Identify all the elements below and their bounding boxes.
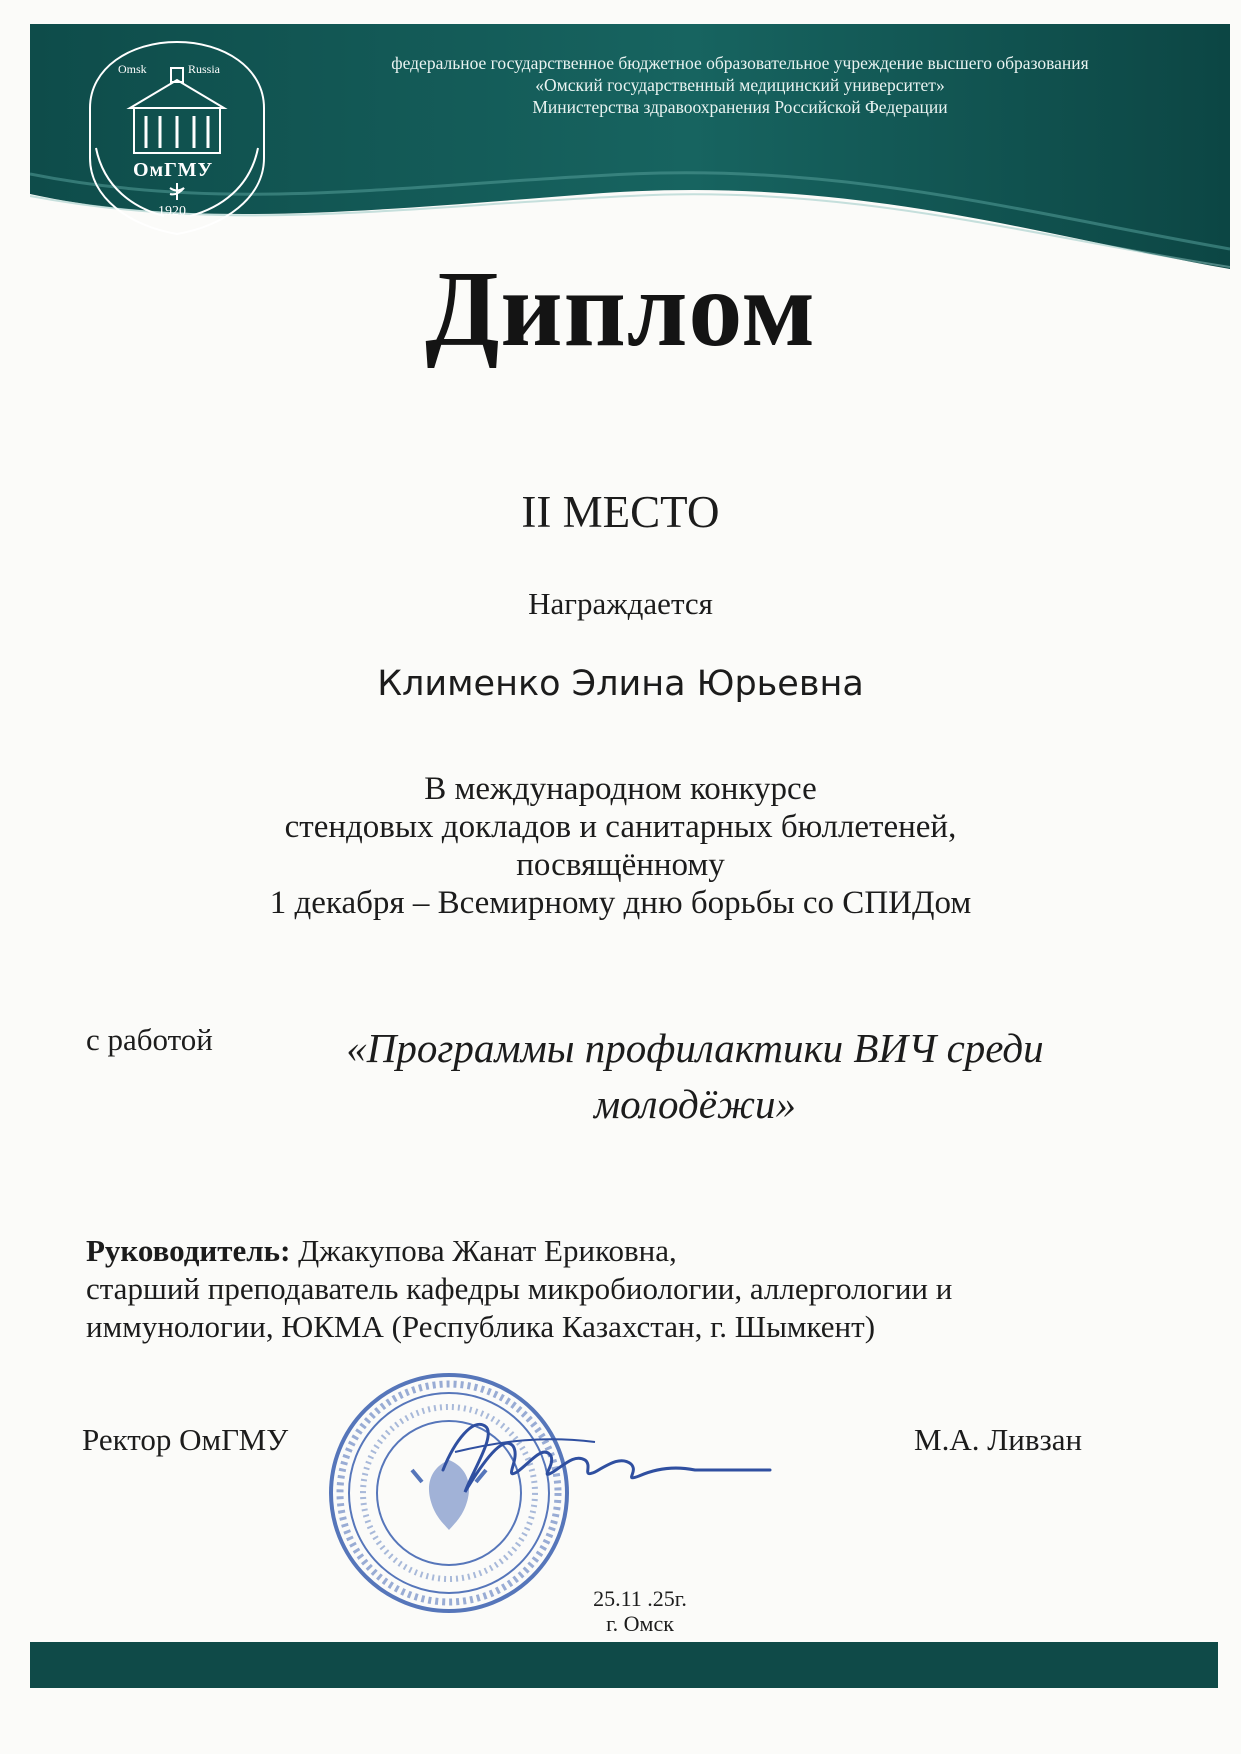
emblem-year: 1920 <box>158 204 186 219</box>
organization-name <box>290 52 1190 118</box>
supervisor-line-1 <box>86 1232 1206 1270</box>
rector-signature <box>425 1400 775 1510</box>
org-line-1: федеральное государственное бюджетное образовательное учреждение высшего образования <box>391 53 1089 73</box>
org-line-3: Министерства здравоохранения Российской Федерации <box>532 97 948 117</box>
issue-date-block <box>560 1586 720 1636</box>
footer-band <box>30 1642 1218 1688</box>
contest-description <box>0 770 1241 922</box>
emblem-country: Russia <box>188 62 221 76</box>
work-title <box>300 1020 1090 1132</box>
contest-line-1: В международном конкурсе <box>424 771 817 807</box>
supervisor-block <box>86 1232 1206 1346</box>
supervisor-line-2: старший преподаватель кафедры микробиологии, аллергологии и <box>86 1271 953 1306</box>
issue-city: г. Омск <box>606 1611 674 1636</box>
emblem-city: Omsk <box>118 62 147 76</box>
rector-name: М.А. Ливзан <box>914 1422 1083 1457</box>
diploma-title: Диплом <box>425 250 816 369</box>
rector-title: Ректор ОмГМУ <box>82 1422 289 1457</box>
awarded-label: Награждается <box>528 586 713 621</box>
work-title-line-1: «Программы профилактики ВИЧ среди <box>346 1025 1044 1071</box>
contest-line-4: 1 декабря – Всемирному дню борьбы со СПИДом <box>269 885 972 921</box>
supervisor-name: Джакупова Жанат Ериковна, <box>298 1233 677 1268</box>
issue-date: 25.11 .25г. <box>593 1586 687 1611</box>
supervisor-line-3: иммунологии, ЮКМА (Республика Казахстан, г. Шымкент) <box>86 1309 876 1344</box>
org-line-2: «Омский государственный медицинский университет» <box>535 75 945 95</box>
supervisor-label: Руководитель: <box>86 1233 291 1268</box>
contest-line-2: стендовых докладов и санитарных бюллетеней, <box>284 809 957 845</box>
work-title-line-2: молодёжи» <box>593 1081 797 1127</box>
place-award: II МЕСТО <box>521 487 720 537</box>
contest-line-3: посвящённому <box>516 847 725 883</box>
recipient-name: Клименко Элина Юрьевна <box>377 664 864 704</box>
work-label: с работой <box>86 1022 213 1057</box>
emblem-abbreviation: ОмГМУ <box>133 159 214 181</box>
